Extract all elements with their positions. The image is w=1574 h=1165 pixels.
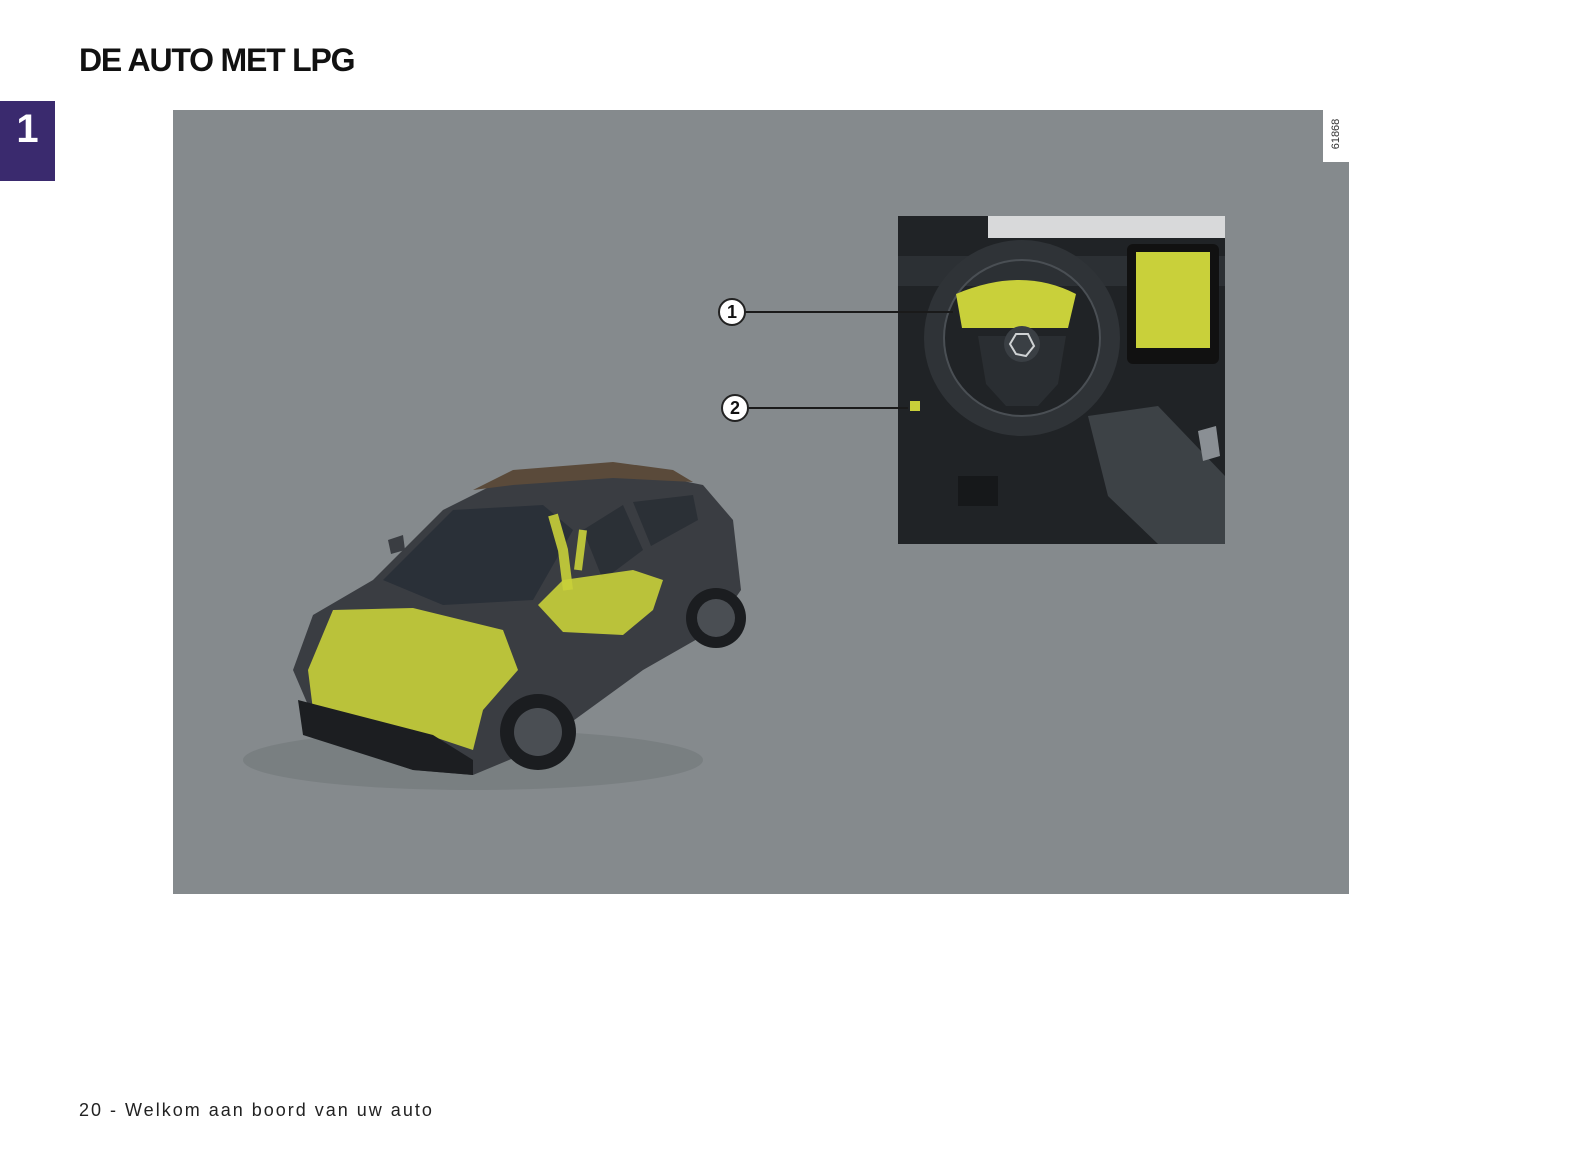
page-footer: 20 - Welkom aan boord van uw auto [79,1100,434,1120]
page-title: DE AUTO MET LPG [79,42,355,78]
callout-2-line [748,407,908,409]
chapter-tab [0,101,55,181]
callout-1: 1 [718,298,746,326]
dashboard-inset [898,216,1225,544]
lpg-illustration [173,110,1349,894]
figure-code: 61868 [1330,118,1342,150]
callout-1-line [745,311,953,313]
callout-2: 2 [721,394,749,422]
chapter-number: 1 [16,107,39,151]
